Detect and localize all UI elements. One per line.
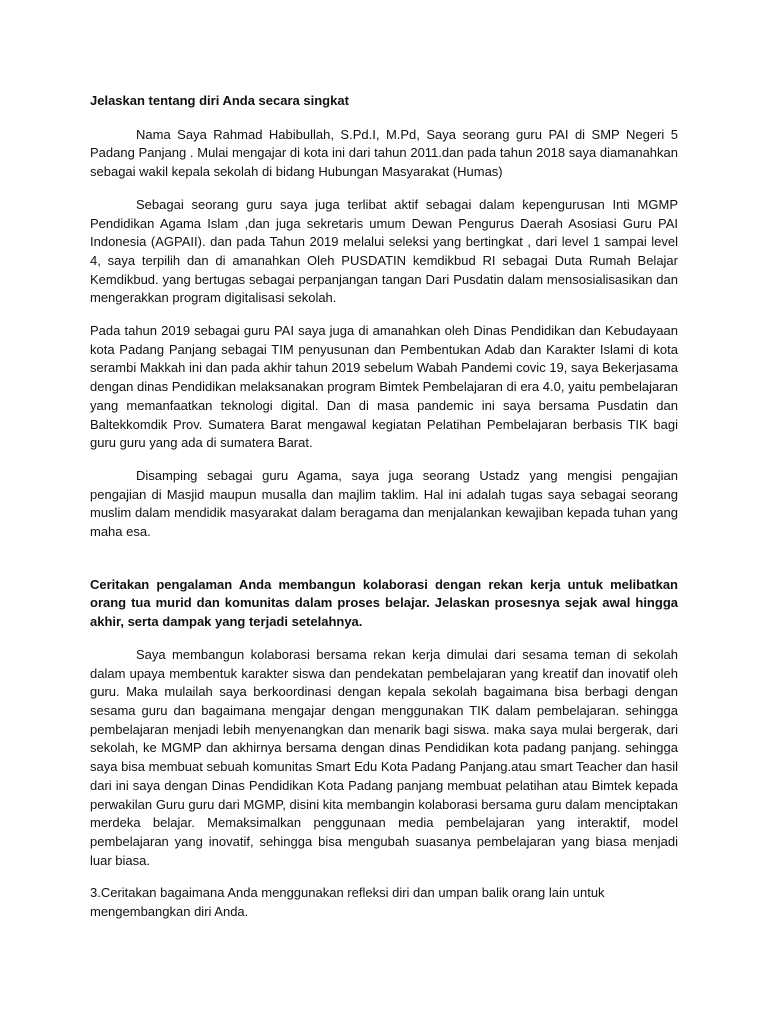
question-heading-1: Jelaskan tentang diri Anda secara singkat bbox=[90, 93, 349, 108]
paragraph-intro: Nama Saya Rahmad Habibullah, S.Pd.I, M.Pd, Saya seorang guru PAI di SMP Negeri 5 Padang Panjang . Mulai mengajar di kota ini dari tahun 2011.dan pada tahun 2018 saya diamanahkan sebagai wakil kepala sekolah di bidang Hubungan Masyarakat (Humas) bbox=[90, 126, 678, 180]
paragraph-involvement: Sebagai seorang guru saya juga terlibat aktif sebagai dalam kepengurusan Inti MGMP Pendidikan Agama Islam ,dan juga sekretaris umum Dewan Pengurus Daerah Asosiasi Guru PAI Indonesia (AGPAII). dan pada Tahun 2019 melalui seleksi yang bertingkat , dari level 1 sampai level 4, saya terpilih dan di amanahkan Oleh PUSDATIN kemdikbud RI sebagai Duta Rumah Belajar Kemdikbud. yang bertugas sebagai perpanjangan tangan Dari Pusdatin dalam mensosialisasikan dan mengerakkan program digitalisasi sekolah. bbox=[90, 196, 678, 306]
paragraph-collaboration: Saya membangun kolaborasi bersama rekan kerja dimulai dari sesama teman di sekolah dalam upaya membentuk karakter siswa dan pendekatan pembelajaran yang kreatif dan inovatif oleh guru. Maka mulailah saya berkoordinasi dengan kepala sekolah bagaimana bisa berbagi dengan sesama guru dan bagaimana mengajar dengan menggunakan TIK dalam pembelajaran. sehingga pembelajaran menjadi lebih menyenangkan dan menarik bagi siswa. maka saya mulai bergerak, dari sekolah, ke MGMP dan akhirnya bersama dengan dinas Pendidikan kota padang panjang. sehingga saya bisa membuat sebuah komunitas Smart Edu Kota Padang Panjang.atau smart Teacher dan hasil dari ini saya dengan Dinas Pendidikan Kota Padang panjang membuat pelatihan atau Bimtek kepada perwakilan Guru guru dari MGMP, disini kita membangin kolaborasi bersama guru dalam menciptakan merdeka belajar. Memaksimalkan penggunaan media pembelajaran yang interaktif, model pembelajaran yang inovatif, sehingga bisa mengubah suasanya pembelajaran yang biasa menjadi luar biasa. bbox=[90, 646, 678, 868]
paragraph-ustadz: Disamping sebagai guru Agama, saya juga seorang Ustadz yang mengisi pengajian pengajian di Masjid maupun musalla dan majlim taklim. Hal ini adalah tugas saya sebagai seorang muslim dalam mendidik masyarakat dalam beragama dan menjalankan kewajiban kepada tuhan yang maha esa. bbox=[90, 467, 678, 540]
document-page bbox=[90, 92, 678, 922]
question-heading-3: 3.Ceritakan bagaimana Anda menggunakan refleksi diri dan umpan balik orang lain untuk mengembangkan diri Anda. bbox=[90, 885, 605, 920]
question-heading-2: Ceritakan pengalaman Anda membangun kolaborasi dengan rekan kerja untuk melibatkan orang tua murid dan komunitas dalam proses belajar. Jelaskan prosesnya sejak awal hingga akhir, serta dampak yang terjadi setelahnya. bbox=[90, 576, 678, 630]
paragraph-2019-activities: Pada tahun 2019 sebagai guru PAI saya juga di amanahkan oleh Dinas Pendidikan dan Kebudayaan kota Padang Panjang sebagai TIM penyusunan dan Pembentukan Adab dan Karakter Islami di kota serambi Makkah ini dan pada akhir tahun 2019 sebelum Wabah Pandemi covic 19, saya Bekerjasama dengan dinas Pendidikan melaksanakan program Bimtek Pembelajaran di era 4.0, yaitu pembelajaran yang memanfaatkan teknologi digital. Dan di masa pandemic ini saya bersama Pusdatin dan Baltekkomdik Prov. Sumatera Barat mengawal kegiatan Pelatihan Pembelajaran berbasis TIK bagi guru guru yang ada di sumatera Barat. bbox=[90, 323, 678, 451]
